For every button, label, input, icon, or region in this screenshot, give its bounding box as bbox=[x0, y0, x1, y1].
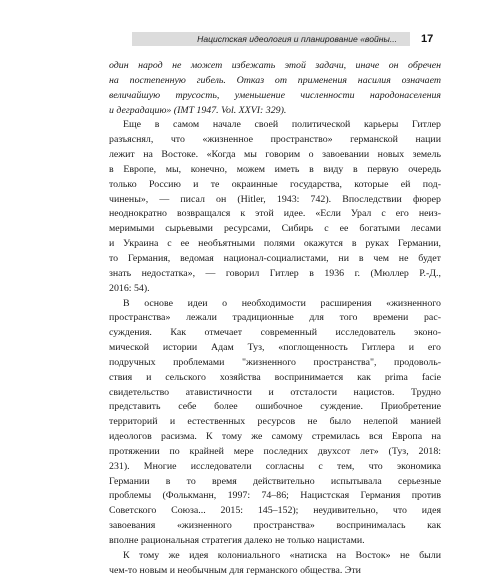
text-line: на постепенную гибель. Отказ от применения насилия означает bbox=[109, 74, 441, 86]
text-line: и Украина с ее необъятными полями окажутся в руках Германии, bbox=[109, 238, 441, 250]
text-line: вполне рациональная стратегия далеко не только нацистами. bbox=[109, 535, 365, 546]
text-line: ствия и сельского хозяйства воспринимается как prima facie bbox=[109, 371, 441, 383]
text-line: то Германия, ведомая национал-социалистами, ни в чем не будет bbox=[109, 252, 441, 264]
paragraph bbox=[109, 549, 441, 579]
text-line: территорий и естественных ресурсов не было нелепой манией bbox=[109, 416, 441, 428]
text-line: в Европе, мы, конечно, можем иметь в виду в первую очередь bbox=[109, 163, 441, 175]
text-line: Советского Союза... 2015: 145–152); неудивительно, что идея bbox=[109, 505, 441, 517]
paragraph bbox=[109, 118, 441, 296]
text-line: идеологов расизма. К тому же самому стремилась вся Европа на bbox=[109, 431, 441, 443]
text-line: Германии в то время действительно испытывала серьезные bbox=[109, 475, 441, 487]
paragraph bbox=[109, 297, 441, 549]
text-line: знать недостатка», — говорил Гитлер в 1936 г. (Мюллер Р.-Д., bbox=[109, 267, 441, 279]
text-line: и деградацию» (IMT 1947. Vol. XXVI: 329). bbox=[109, 104, 287, 116]
text-line: разъяснял, что «жизненное пространство» германской нации bbox=[109, 134, 441, 146]
text-line: пространства» лежали традиционные для того времени рас- bbox=[109, 312, 441, 324]
text-line: подручных проблемами "жизненного пространства", продоволь- bbox=[109, 356, 441, 368]
text-line: представить себе более ошибочное суждение. Приобретение bbox=[109, 401, 441, 413]
running-header bbox=[132, 32, 410, 46]
text-line: В основе идеи о необходимости расширения «жизненного bbox=[123, 297, 441, 309]
text-line: 231). Многие исследователи согласны с тем, что экономика bbox=[109, 460, 441, 472]
text-line: лежит на Востоке. «Когда мы говорим о завоевании новых земель bbox=[109, 149, 441, 161]
text-line: К тому же идея колониального «натиска на Восток» не были bbox=[123, 549, 441, 561]
text-line: завоевания «жизненного пространства» воспринималась как bbox=[109, 520, 441, 532]
text-line: проблемы (Фолькманн, 1997: 74–86; Нацистская Германия против bbox=[109, 490, 441, 502]
text-line: только Россию и те окраинные государства, которые ей под- bbox=[109, 178, 441, 190]
text-line: меримыми сырьевыми ресурсами, Сибирь с ее богатыми лесами bbox=[109, 223, 441, 235]
text-line: чинены», — писал он (Hitler, 1943: 742). Впоследствии фюрер bbox=[109, 193, 441, 205]
text-line: свидетельство атавистичности и отсталости нацистов. Трудно bbox=[109, 386, 441, 398]
text-line: суждения. Как отмечает современный исследователь эконо- bbox=[109, 327, 441, 339]
paragraph bbox=[109, 59, 441, 118]
text-line: один народ не может избежать этой задачи, иначе он обречен bbox=[109, 60, 441, 71]
text-line: величайшую трусость, уменьшение численности народонаселения bbox=[109, 89, 441, 101]
text-line: протяжении по крайней мере последних двухсот лет» (Туз, 2018: bbox=[109, 445, 441, 457]
text-line: 2016: 54). bbox=[109, 282, 150, 294]
running-title: Нацистская идеология и планирование «войны... bbox=[197, 34, 397, 44]
body-text bbox=[109, 59, 441, 579]
text-line: Еще в самом начале своей политической карьеры Гитлер bbox=[123, 119, 441, 131]
page-number: 17 bbox=[421, 33, 434, 45]
text-line: неоднократно возвращался к этой идее. «Если Урал с его неиз- bbox=[109, 208, 441, 220]
text-line: чем-то новым и необычным для германского общества. Эти bbox=[109, 564, 361, 576]
text-line: мической истории Адам Туз, «поглощенность Гитлера и его bbox=[109, 342, 441, 354]
